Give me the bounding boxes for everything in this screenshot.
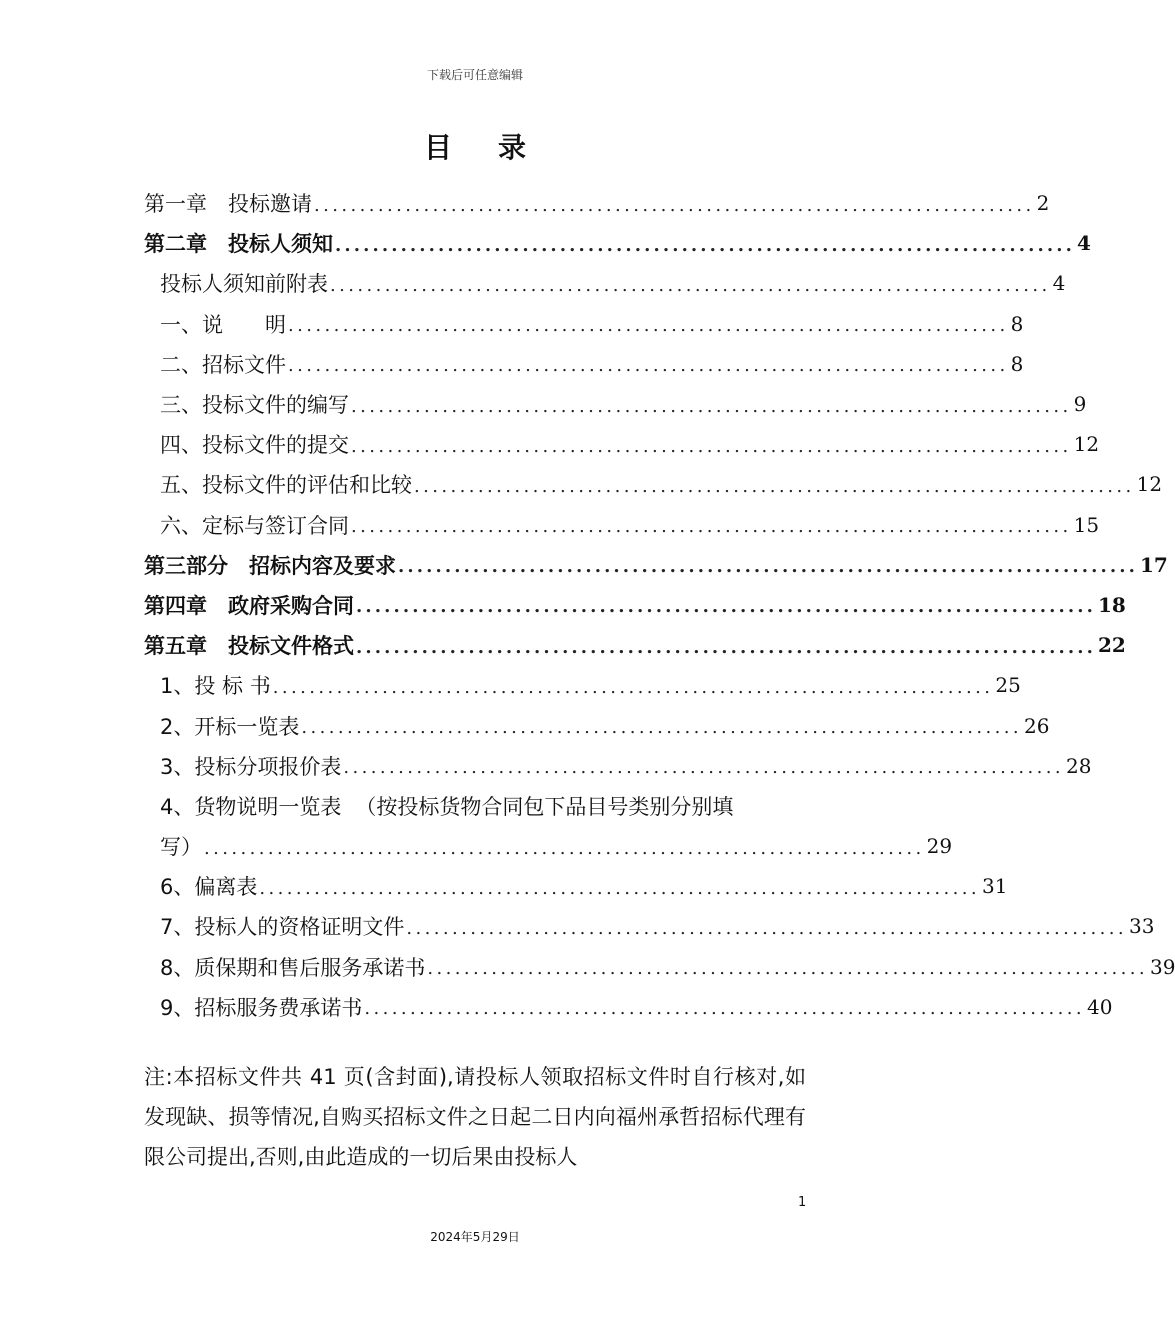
toc-entry-chapter-5[interactable] <box>144 625 1126 665</box>
toc-entry-bid-submission[interactable] <box>144 424 1100 464</box>
toc-entry-warranty[interactable] <box>144 947 1175 987</box>
toc-entry-opening-summary[interactable] <box>144 705 1050 745</box>
toc-leader-dots: ............................................................................... <box>406 917 1127 939</box>
toc-leader-dots: ............................................................................... <box>314 194 1035 216</box>
toc-leader-dots: ............................................................................... <box>398 556 1138 578</box>
toc-entry-page: 29 <box>926 834 953 859</box>
toc-leader-dots: ............................................................................... <box>330 274 1051 296</box>
toc-entry-page: 17 <box>1139 552 1168 577</box>
toc-entry-page: 39 <box>1150 954 1175 979</box>
toc-leader-dots: ............................................................................... <box>356 596 1096 618</box>
toc-entry-page: 4 <box>1076 231 1091 256</box>
toc-leader-dots: ............................................................................... <box>427 958 1148 980</box>
toc-entry-label: 第五章 投标文件格式 <box>144 634 354 659</box>
page-title <box>0 126 950 166</box>
toc-entry-page: 9 <box>1073 392 1087 417</box>
header-note: 下载后可任意编辑 <box>426 68 523 82</box>
toc-entry-page: 22 <box>1097 633 1126 658</box>
toc-entry-label: 写） <box>160 835 202 860</box>
toc-entry-label: 投标人须知前附表 <box>160 272 328 297</box>
toc-entry-service-fee[interactable] <box>144 987 1113 1027</box>
toc-entry-bidder-appendix[interactable] <box>144 263 1066 303</box>
toc-leader-dots: ............................................................................... <box>335 234 1075 256</box>
toc-entry-deviation[interactable] <box>144 866 1008 906</box>
toc-entry-page: 8 <box>1010 351 1024 376</box>
toc-entry-page: 8 <box>1010 311 1024 336</box>
toc-entry-label: 五、投标文件的评估和比较 <box>160 473 412 498</box>
toc-leader-dots: ............................................................................... <box>204 837 925 859</box>
toc-entry-page: 4 <box>1052 271 1066 296</box>
toc-entry-label: 四、投标文件的提交 <box>160 433 349 458</box>
toc-entry-page: 12 <box>1073 432 1100 457</box>
toc-entry-bid-evaluation[interactable] <box>144 464 1163 504</box>
toc-entry-label: 第三部分 招标内容及要求 <box>144 553 396 578</box>
toc-leader-dots: ............................................................................... <box>288 315 1009 337</box>
toc-entry-goods-description[interactable] <box>144 786 806 826</box>
toc-leader-dots: ............................................................................... <box>351 516 1072 538</box>
toc-entry-page: 33 <box>1129 914 1155 939</box>
toc-entry-label: 4、货物说明一览表 <box>160 794 342 819</box>
toc-entry-itemized-quote[interactable] <box>144 746 1092 786</box>
toc-entry-label: 六、定标与签订合同 <box>160 513 349 538</box>
toc-entry-label: 8、质保期和售后服务承诺书 <box>160 955 426 980</box>
toc-entry-page: 26 <box>1024 713 1050 738</box>
footer-date: 2024年5月29日 <box>430 1230 520 1244</box>
table-of-contents <box>144 183 1175 1027</box>
toc-entry-part-3[interactable] <box>144 545 1168 585</box>
toc-leader-dots: ............................................................................... <box>301 717 1022 739</box>
toc-entry-label: 一、说 明 <box>160 312 286 337</box>
toc-leader-dots: ............................................................................... <box>356 636 1096 658</box>
toc-entry-label: 第二章 投标人须知 <box>144 232 333 257</box>
toc-entry-chapter-4[interactable] <box>144 585 1126 625</box>
toc-entry-page: 31 <box>982 874 1008 899</box>
toc-entry-label: 9、招标服务费承诺书 <box>160 995 363 1020</box>
title-char-right: 录 <box>498 131 527 164</box>
toc-entry-label: 第四章 政府采购合同 <box>144 593 354 618</box>
toc-entry-label: 1、投 标 书 <box>160 674 271 699</box>
toc-entry-bid-letter[interactable] <box>144 665 1021 705</box>
toc-leader-dots: ............................................................................... <box>364 998 1085 1020</box>
toc-entry-chapter-1[interactable] <box>144 183 1050 223</box>
toc-leader-dots: ............................................................................... <box>259 877 980 899</box>
toc-entry-label-paren: （按投标货物合同包下品目号类别分别填 <box>355 794 734 819</box>
toc-entry-goods-description-cont[interactable] <box>144 826 953 866</box>
toc-entry-label: 二、招标文件 <box>160 352 286 377</box>
toc-entry-page: 2 <box>1036 191 1050 216</box>
toc-entry-bid-writing[interactable] <box>144 384 1087 424</box>
toc-entry-page: 12 <box>1136 472 1163 497</box>
toc-leader-dots: ............................................................................... <box>414 475 1135 497</box>
toc-entry-qualification[interactable] <box>144 906 1155 946</box>
page-number: 1 <box>798 1195 807 1210</box>
toc-entry-explanation[interactable] <box>144 304 1024 344</box>
toc-entry-tender-document[interactable] <box>144 344 1024 384</box>
toc-entry-page: 18 <box>1097 592 1126 617</box>
toc-entry-label: 3、投标分项报价表 <box>160 754 342 779</box>
toc-entry-label: 三、投标文件的编写 <box>160 393 349 418</box>
toc-leader-dots: ............................................................................... <box>351 395 1072 417</box>
toc-entry-label: 7、投标人的资格证明文件 <box>160 915 405 940</box>
toc-leader-dots: ............................................................................... <box>343 757 1064 779</box>
toc-entry-page: 28 <box>1066 753 1092 778</box>
document-note: 注:本招标文件共 41 页(含封面),请投标人领取招标文件时自行核对,如发现缺、损等情况,自购买招标文件之日起二日内向福州承哲招标代理有限公司提出,否则,由此造成的一切后果由投标人 <box>144 1065 806 1169</box>
toc-leader-dots: ............................................................................... <box>272 676 994 698</box>
toc-leader-dots: ............................................................................... <box>351 435 1072 457</box>
toc-entry-page: 40 <box>1087 994 1113 1019</box>
toc-entry-label: 2、开标一览表 <box>160 714 300 739</box>
toc-entry-page: 15 <box>1073 512 1100 537</box>
toc-entry-label: 6、偏离表 <box>160 875 258 900</box>
title-char-left: 目 <box>423 131 452 164</box>
toc-entry-award-contract[interactable] <box>144 505 1100 545</box>
toc-leader-dots: ............................................................................... <box>288 355 1009 377</box>
toc-entry-label: 第一章 投标邀请 <box>144 192 312 217</box>
toc-entry-chapter-2[interactable] <box>144 223 1091 263</box>
toc-entry-page: 25 <box>995 673 1021 698</box>
